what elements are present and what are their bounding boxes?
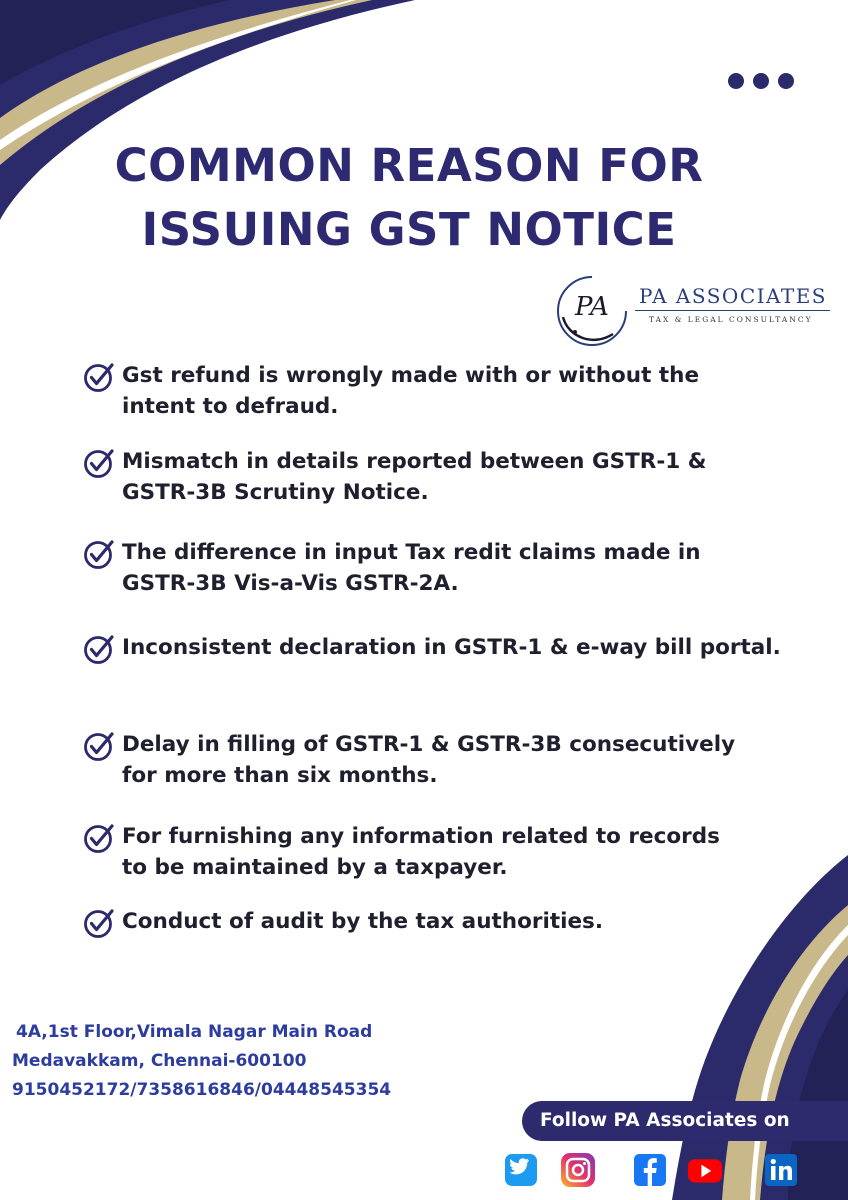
check-circle-icon xyxy=(83,447,115,479)
reason-line-1: Mismatch in details reported between GSTR-1 & xyxy=(122,449,707,474)
reason-line-2: to be maintained by a taxpayer. xyxy=(122,855,508,880)
reason-line-1: Conduct of audit by the tax authorities. xyxy=(122,909,604,934)
reason-line-1: The difference in input Tax redit claims made in xyxy=(122,540,701,565)
instagram-icon[interactable] xyxy=(560,1152,596,1188)
reason-line-2: intent to defraud. xyxy=(122,394,339,419)
reason-line-1: Inconsistent declaration in GSTR-1 & e-way bill portal. xyxy=(122,635,781,660)
linkedin-icon[interactable] xyxy=(763,1152,799,1188)
reason-line-1: Delay in filling of GSTR-1 & GSTR-3B consecutively xyxy=(122,732,736,757)
logo-name: PA ASSOCIATES xyxy=(639,284,828,308)
facebook-icon[interactable] xyxy=(632,1152,668,1188)
logo-divider xyxy=(635,310,830,311)
check-circle-icon xyxy=(83,907,115,939)
reason-line-1: For furnishing any information related to records xyxy=(122,824,720,849)
page-title xyxy=(0,134,818,262)
address-line-1: 4A,1st Floor,Vimala Nagar Main Road xyxy=(16,1022,373,1042)
reason-text xyxy=(122,906,603,937)
follow-banner: Follow PA Associates on xyxy=(522,1101,848,1141)
company-logo xyxy=(553,270,833,350)
check-circle-icon xyxy=(83,538,115,570)
address-line-2: Medavakkam, Chennai-600100 xyxy=(12,1051,307,1071)
reason-text xyxy=(122,360,699,422)
reason-text xyxy=(122,632,781,663)
check-circle-icon xyxy=(83,822,115,854)
reason-line-2: GSTR-3B Scrutiny Notice. xyxy=(122,480,429,505)
more-options-dots[interactable] xyxy=(728,73,794,89)
reason-text xyxy=(122,537,701,599)
title-line-2: ISSUING GST NOTICE xyxy=(141,203,677,256)
dot xyxy=(753,73,769,89)
reason-line-1: Gst refund is wrongly made with or without the xyxy=(122,363,700,388)
reason-line-2: for more than six months. xyxy=(122,763,438,788)
reason-text xyxy=(122,446,706,508)
logo-tagline: TAX & LEGAL CONSULTANCY xyxy=(649,315,813,324)
reason-text xyxy=(122,729,735,791)
check-circle-icon xyxy=(83,633,115,665)
contact-address xyxy=(12,1018,391,1105)
dot xyxy=(778,73,794,89)
title-line-1: COMMON REASON FOR xyxy=(114,139,704,192)
youtube-icon[interactable] xyxy=(687,1152,723,1188)
reason-text xyxy=(122,821,720,883)
reason-line-2: GSTR-3B Vis-a-Vis GSTR-2A. xyxy=(122,571,459,596)
phone-numbers: 9150452172/7358616846/04448545354 xyxy=(12,1080,392,1100)
twitter-icon[interactable] xyxy=(503,1152,539,1188)
check-circle-icon xyxy=(83,361,115,393)
logo-emblem-text: PA xyxy=(575,292,609,322)
check-circle-icon xyxy=(83,730,115,762)
dot xyxy=(728,73,744,89)
